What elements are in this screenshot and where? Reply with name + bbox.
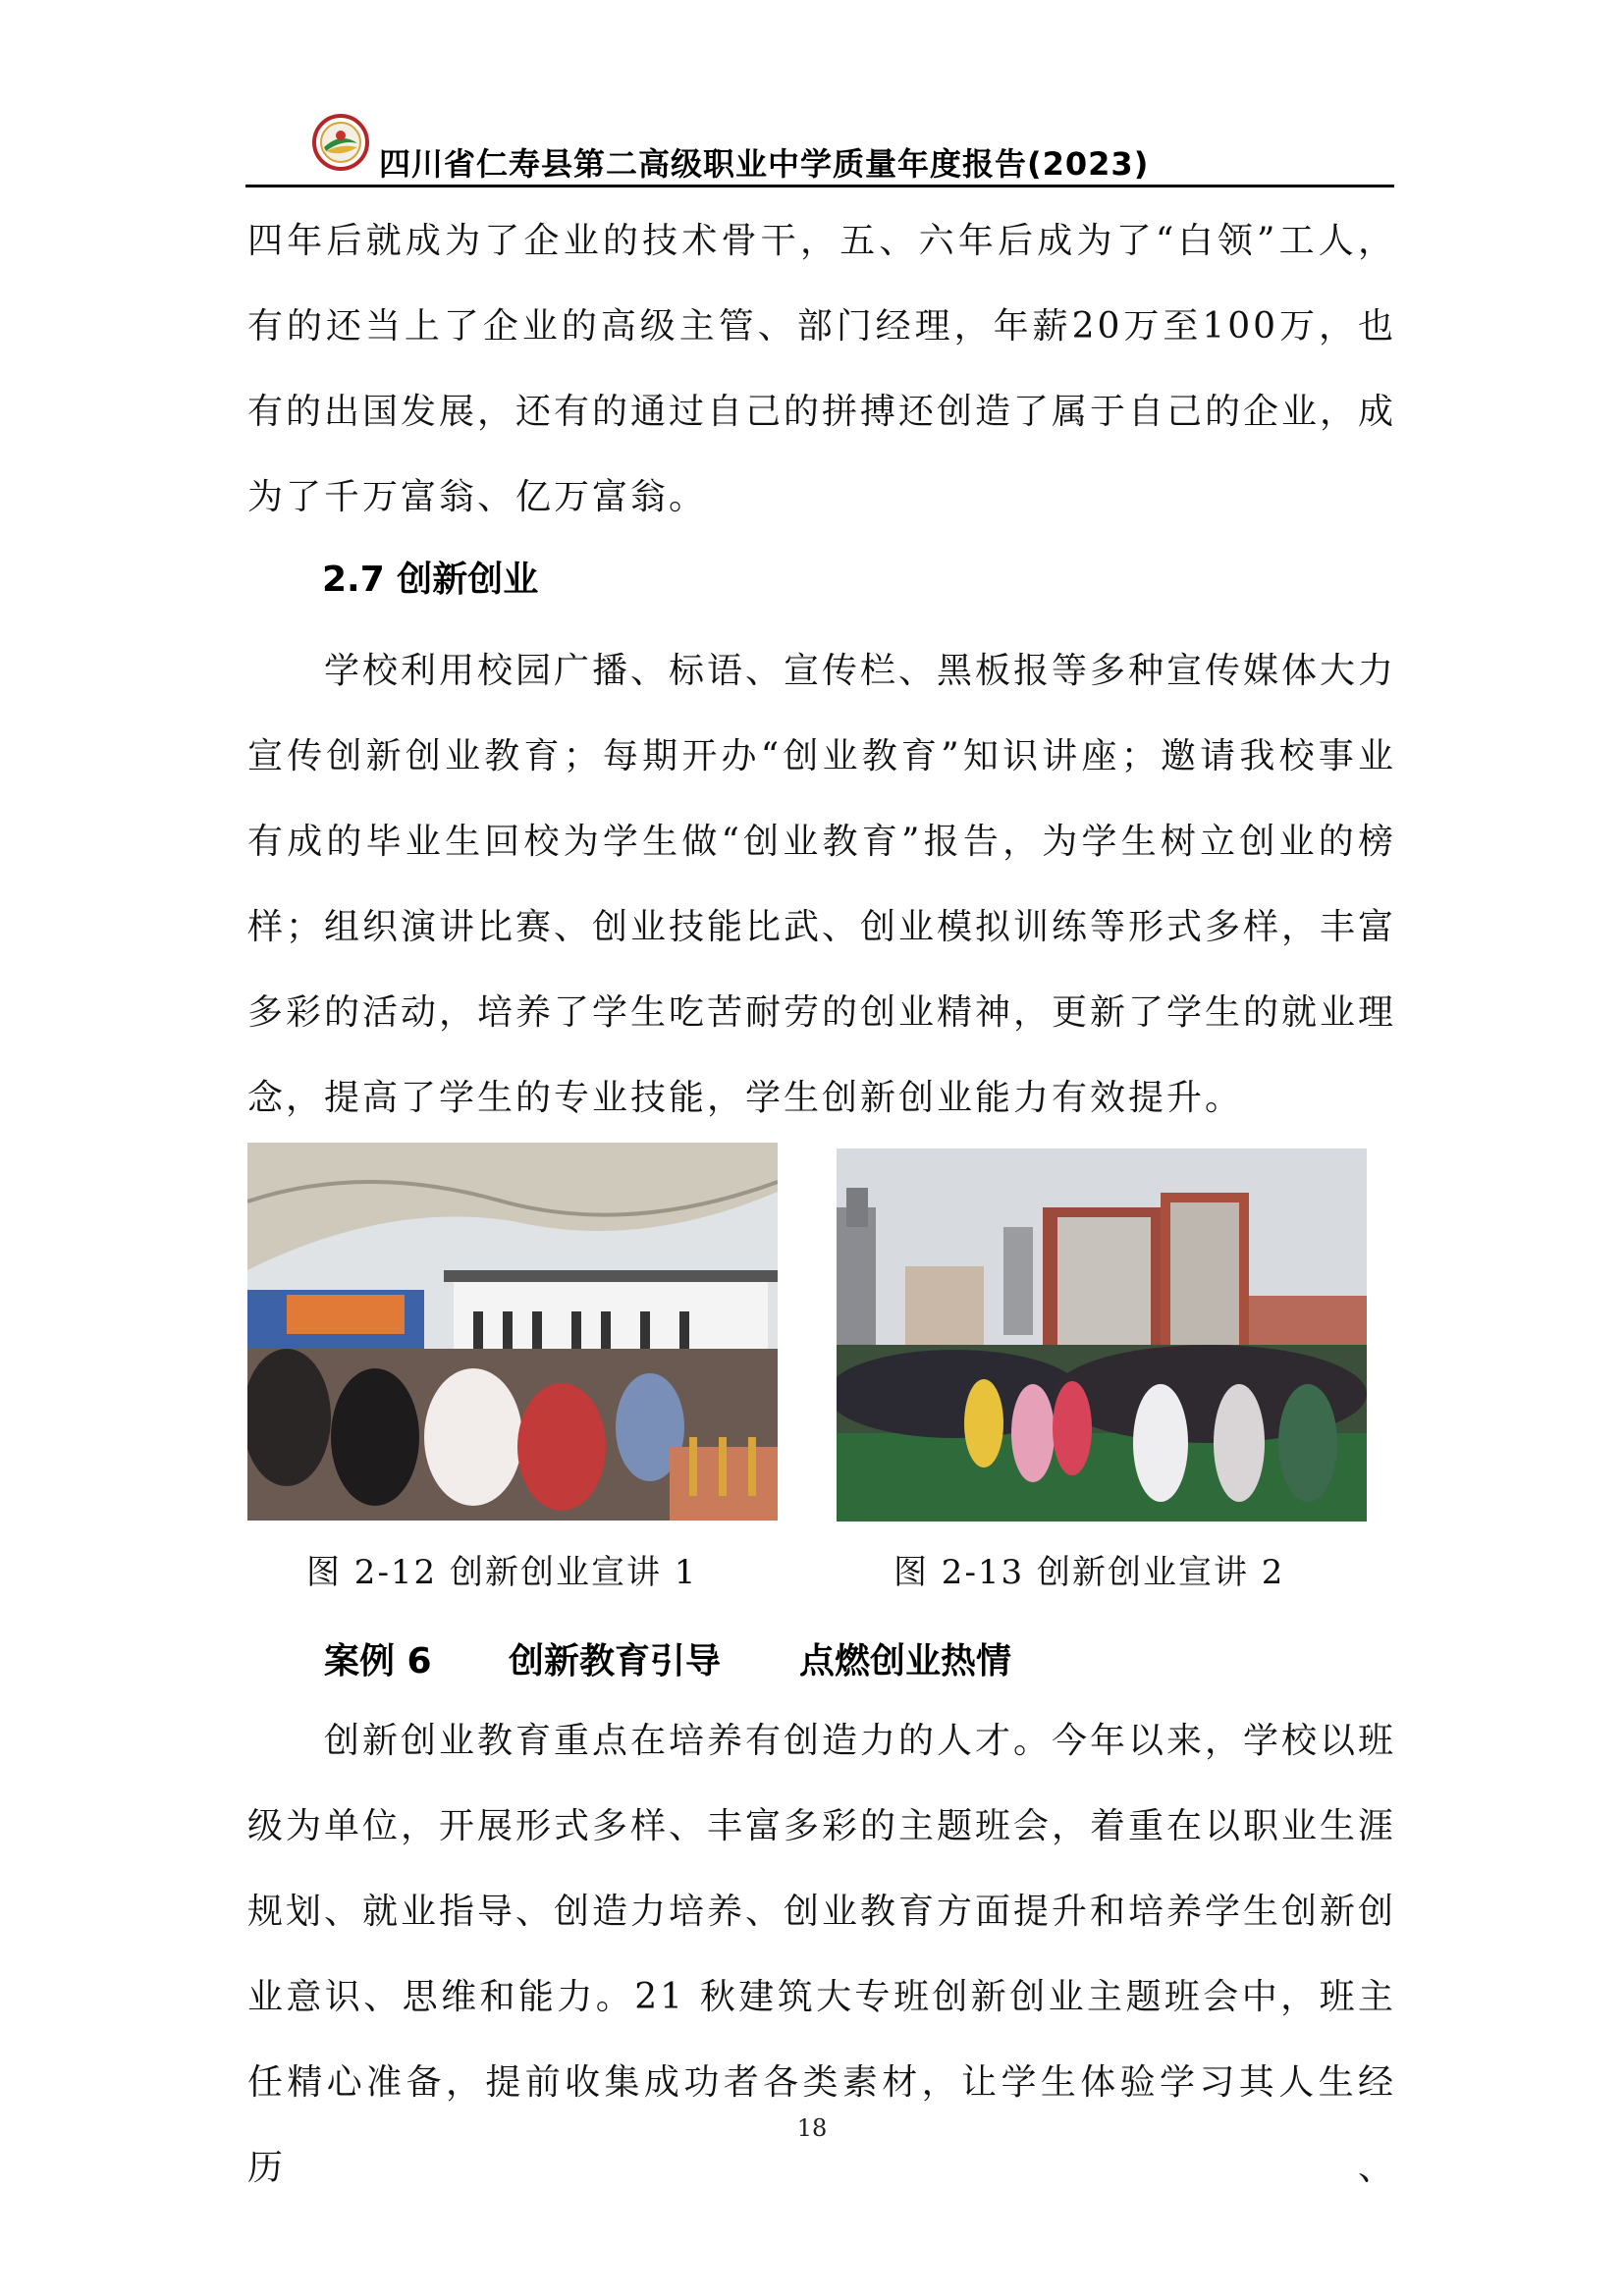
case-title: 创新教育引导 bbox=[509, 1641, 722, 1682]
section-paragraph bbox=[247, 628, 1396, 1141]
paragraph-line: 规划、就业指导、创造力培养、创业教育方面提升和培养学生创新创 bbox=[247, 1892, 1397, 1932]
paragraph-line: 任精心准备，提前收集成功者各类素材，让学生体验学习其人生经历、 bbox=[247, 2062, 1396, 2188]
page-header bbox=[245, 110, 1394, 188]
paragraph-line: 级为单位，开展形式多样、丰富多彩的主题班会，着重在以职业生涯 bbox=[247, 1806, 1397, 1846]
paragraph-line: 有的出国发展，还有的通过自己的拼搏还创造了属于自己的企业，成 bbox=[247, 392, 1397, 432]
header-divider bbox=[245, 185, 1394, 187]
case-label: 案例 6 bbox=[324, 1641, 432, 1682]
paragraph-line: 学校利用校园广播、标语、宣传栏、黑板报等多种宣传媒体大力 bbox=[324, 651, 1397, 691]
paragraph-line: 有成的毕业生回校为学生做“创业教育”报告，为学生树立创业的榜 bbox=[247, 822, 1396, 862]
paragraph-line: 四年后就成为了企业的技术骨干，五、六年后成为了“白领”工人， bbox=[247, 221, 1396, 261]
paragraph-line: 业意识、思维和能力。21 秋建筑大专班创新创业主题班会中，班主 bbox=[247, 1977, 1396, 2017]
paragraph-line: 念，提高了学生的专业技能，学生创新创业能力有效提升。 bbox=[247, 1078, 1244, 1118]
paragraph-line: 有的还当上了企业的高级主管、部门经理，年薪20万至100万，也 bbox=[247, 306, 1396, 347]
case-subtitle: 点燃创业热情 bbox=[799, 1641, 1012, 1682]
paragraph-line: 多彩的活动，培养了学生吃苦耐劳的创业精神，更新了学生的就业理 bbox=[247, 992, 1397, 1033]
figure-photo-2 bbox=[837, 1148, 1367, 1522]
figure-photo-1 bbox=[247, 1143, 778, 1521]
school-logo-icon bbox=[312, 114, 369, 171]
page-number: 18 bbox=[796, 2114, 828, 2142]
paragraph-line: 样；组织演讲比赛、创业技能比武、创业模拟训练等形式多样，丰富 bbox=[247, 907, 1397, 947]
paragraph-line: 宣传创新创业教育；每期开办“创业教育”知识讲座；邀请我校事业 bbox=[247, 736, 1396, 776]
header-title: 四川省仁寿县第二高级职业中学质量年度报告(2023) bbox=[379, 145, 1150, 183]
case-heading bbox=[324, 1633, 1011, 1683]
figure-caption-2: 图 2-13 创新创业宣讲 2 bbox=[893, 1553, 1285, 1592]
paragraph-line: 创新创业教育重点在培养有创造力的人才。今年以来，学校以班 bbox=[324, 1721, 1397, 1761]
paragraph-line: 为了千万富翁、亿万富翁。 bbox=[247, 477, 708, 517]
section-heading: 2.7 创新创业 bbox=[322, 560, 539, 600]
intro-paragraph bbox=[247, 198, 1396, 540]
figure-caption-1: 图 2-12 创新创业宣讲 1 bbox=[306, 1553, 698, 1592]
